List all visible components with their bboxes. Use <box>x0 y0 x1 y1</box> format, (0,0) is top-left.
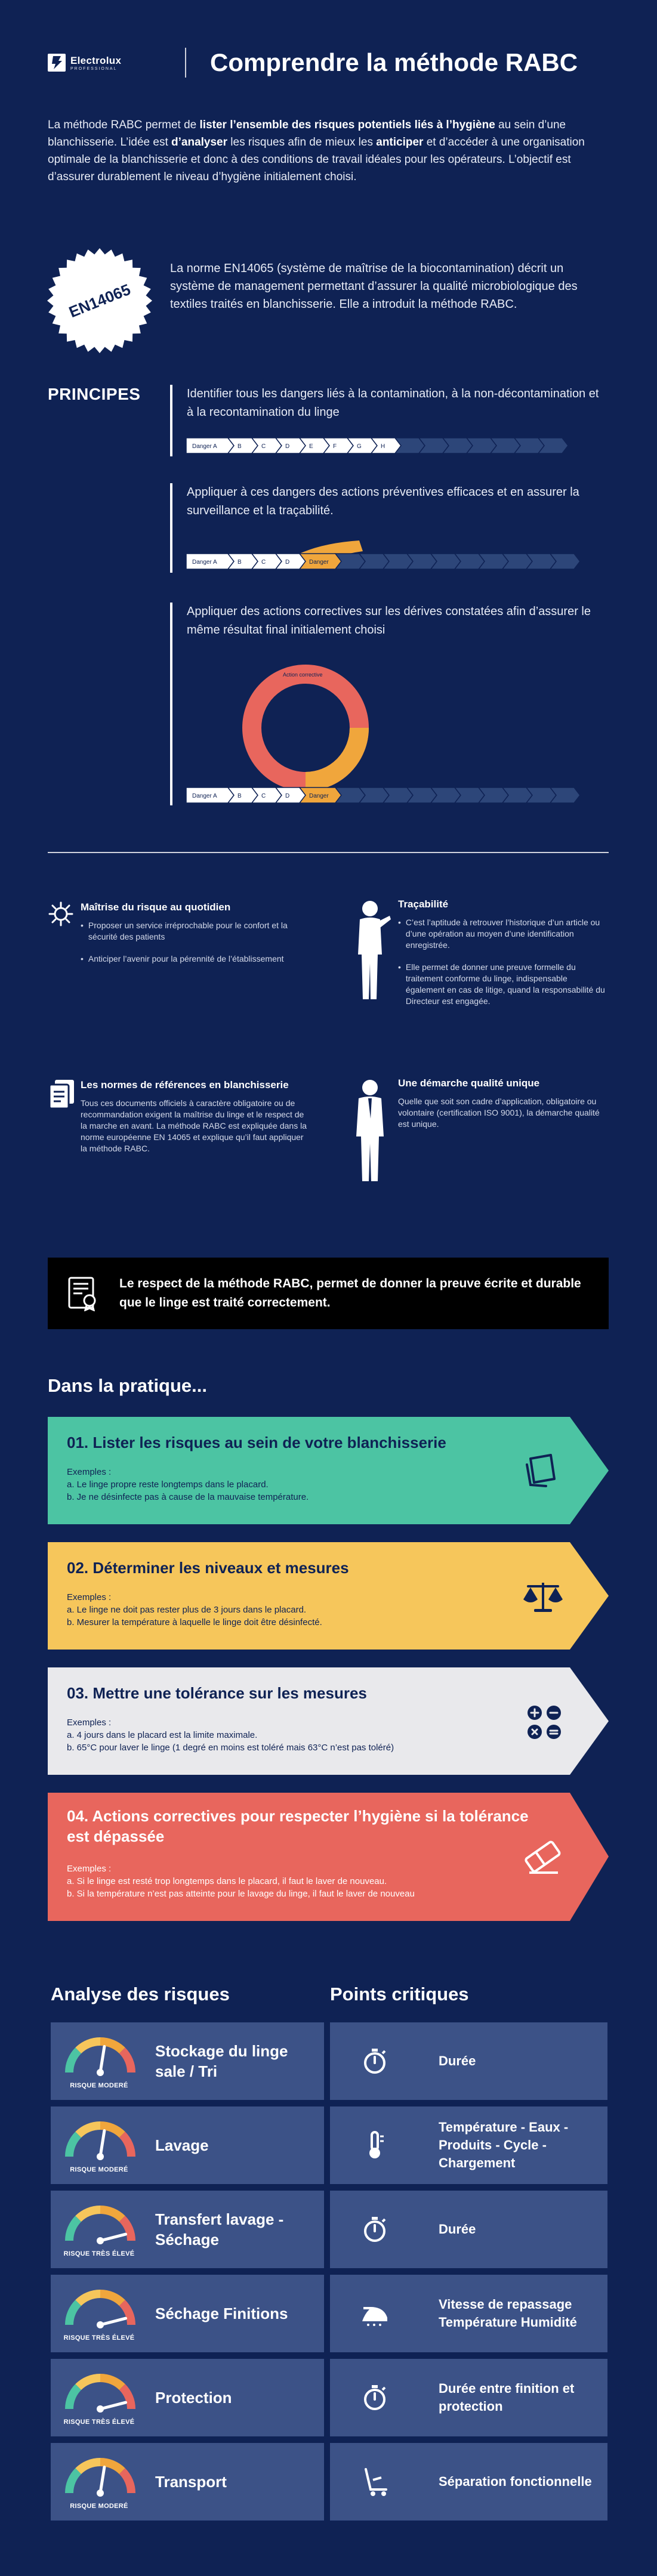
risk-level-label: RISQUE MODERÉ <box>70 2166 128 2173</box>
risk-cell <box>51 2359 324 2436</box>
arrow-segment-label: Danger A <box>192 443 217 450</box>
principle-bar <box>170 385 172 456</box>
feature-title: Les normes de références en blanchisserie <box>81 1079 289 1091</box>
arrow-segment-label: Danger <box>309 793 329 799</box>
intro-text: et d’accéder à une organisation optimale de la blanchisserie et donc à des conditions de travail idéales pour les opérateurs. L’objectif est d’assurer durablement le niveau d’hygiène initialement choisi. <box>48 136 585 183</box>
header-divider <box>185 48 186 78</box>
risk-cell <box>51 2443 324 2521</box>
step-title: 03. Mettre une tolérance sur les mesures <box>67 1684 367 1702</box>
en14065-seal <box>47 248 153 354</box>
checklist-icon <box>522 1453 559 1490</box>
arrow-segment-label: Danger A <box>192 793 217 799</box>
critical-point-text: Température - Eaux - Produits - Cycle - Chargement <box>439 2120 569 2170</box>
arrow-row-group <box>186 787 580 803</box>
risk-step-name: Lavage <box>155 2136 209 2154</box>
risk-cell <box>51 2022 324 2100</box>
feature-title: Traçabilité <box>398 898 449 910</box>
gauge-segment <box>69 2219 78 2241</box>
critical-point-text: Durée <box>439 2222 476 2237</box>
principle-bar <box>170 603 172 805</box>
gauge-needle <box>100 2318 126 2325</box>
principle-text: Appliquer à ces dangers des actions préventives efficaces et en assurer la surveillance et la traçabilité. <box>187 486 579 517</box>
critical-point-cell <box>330 2443 607 2521</box>
iron-icon <box>360 2299 390 2328</box>
arrow-segment-label: H <box>381 443 385 450</box>
norme-description: La norme EN14065 (système de maîtrise de la biocontamination) décrit un système de management permettant d’assurer la qualité microbiologique des textiles traités en blanchisserie. Elle a introduit la méthode RABC. <box>170 262 578 311</box>
critical-point-text: Séparation fonctionnelle <box>439 2474 592 2489</box>
critical-points-title: Points critiques <box>330 1984 469 2004</box>
step-example-a: a. Si le linge est resté trop longtemps dans le placard, il faut le laver de nouveau. <box>67 1876 387 1886</box>
risk-gauge-icon <box>61 2366 139 2414</box>
stopwatch-icon <box>360 2214 390 2244</box>
eraser-icon <box>522 1839 564 1875</box>
intro-paragraph <box>48 116 609 186</box>
step-example-a: a. 4 jours dans le placard est la limite maximale. <box>67 1730 258 1740</box>
thermometer-icon <box>360 2130 390 2160</box>
risk-row <box>51 2106 607 2184</box>
arrow-row-group <box>186 554 580 569</box>
step-02 <box>48 1542 609 1650</box>
arrow-segment-label: D <box>285 793 290 799</box>
callout-text: Le respect de la méthode RABC, permet de donner la preuve écrite et durable que le linge est traité correctement. <box>119 1277 581 1309</box>
gauge-hub <box>97 2069 104 2076</box>
critical-point-cell <box>330 2106 607 2184</box>
risk-level-label: RISQUE MODERÉ <box>70 2503 128 2510</box>
risk-row <box>51 2443 607 2521</box>
risk-level-label: RISQUE TRÈS ÉLEVÉ <box>63 2250 135 2257</box>
seal-label: EN14065 <box>66 280 133 321</box>
feature-item-text: Proposer un service irréprochable pour le confort et la sécurité des patients <box>88 921 288 941</box>
risk-analysis-title: Analyse des risques <box>51 1984 230 2004</box>
step-example-b: b. Je ne désinfecte pas à cause de la mauvaise température. <box>67 1492 309 1502</box>
risk-gauge-icon <box>61 2450 139 2498</box>
risk-step-name: Séchage Finitions <box>155 2305 288 2322</box>
principle-text: Appliquer des actions correctives sur les dérives constatées afin d’assurer le même résultat final initialement choisi <box>187 605 591 637</box>
step-examples <box>67 1591 496 1629</box>
callout-banner <box>48 1258 609 1329</box>
principle-bar <box>170 483 172 573</box>
risk-level-label: RISQUE TRÈS ÉLEVÉ <box>63 2334 135 2342</box>
step-title: 01. Lister les risques au sein de votre blanchisserie <box>67 1434 446 1451</box>
gauge-segment <box>78 2462 100 2471</box>
step-example-b: b. Si la température n’est pas atteinte pour le lavage du linge, il faut le laver de nouveau <box>67 1889 415 1899</box>
prevention-arrow-row <box>186 537 625 573</box>
step-04 <box>48 1793 609 1921</box>
step-title: 04. Actions correctives pour respecter l’hygiène si la tolérance est dépassée <box>67 1807 529 1845</box>
gauge-segment <box>122 2219 131 2241</box>
certificate-document-icon <box>66 1275 101 1311</box>
scales-icon <box>522 1580 564 1614</box>
arrow-segment-label: E <box>309 443 313 450</box>
feature-title: Maîtrise du risque au quotidien <box>81 901 231 913</box>
step-examples-label: Exemples : <box>67 1592 112 1602</box>
virus-icon <box>48 901 74 927</box>
gauge-segment <box>69 2135 78 2157</box>
logo-brand: Electrolux <box>70 54 122 66</box>
math-operators-icon <box>525 1703 563 1741</box>
critical-point-text: Durée <box>439 2053 476 2068</box>
risk-gauge-icon <box>61 2282 139 2330</box>
gauge-segment <box>69 2050 78 2072</box>
principle-text: Identifier tous les dangers liés à la contamination, à la non-décontamination et à la recontamination du linge <box>187 387 599 419</box>
step-example-b: b. 65°C pour laver le linge (1 degré en moins est toléré mais 63°C n’est pas toléré) <box>67 1743 394 1753</box>
arrow-segment-label: G <box>357 443 362 450</box>
documents-icon <box>48 1079 76 1110</box>
step-example-a: a. Le linge ne doit pas rester plus de 3 jours dans le placard. <box>67 1605 307 1615</box>
step-03 <box>48 1667 609 1775</box>
critical-point-text: Durée entre finition et protection <box>439 2381 575 2414</box>
arrow-segment-label: B <box>237 443 242 450</box>
gauge-hub <box>97 2321 104 2328</box>
arrow-segment-label: D <box>285 443 290 450</box>
feature-text: Quelle que soit son cadre d’application, obligatoire ou volontaire (certification ISO 9001), la démarche qualité est unique. <box>398 1097 600 1129</box>
risk-gauge-icon <box>61 2198 139 2245</box>
gauge-hub <box>97 2237 104 2244</box>
step-examples-label: Exemples : <box>67 1864 112 1874</box>
gauge-segment <box>69 2303 78 2325</box>
critical-point-cell <box>330 2275 607 2352</box>
risk-row <box>51 2191 607 2268</box>
intro-bold: anticiper <box>376 136 424 149</box>
gauge-needle <box>100 2234 126 2241</box>
risk-step-name: Transfert lavage - Séchage <box>155 2210 284 2248</box>
loop-label: Action corrective <box>283 672 323 678</box>
feature-item-text: Anticiper l’avenir pour la pérennité de l’établissement <box>88 954 284 963</box>
feature-item: • C’est l’aptitude à retrouver l’historique d’un article ou d’une opération au moyen d’une identification enregistrée. <box>398 917 607 951</box>
risk-step-name: Protection <box>155 2389 232 2407</box>
risk-cell <box>51 2275 324 2352</box>
gauge-needle <box>100 2402 126 2409</box>
arrow-row-group <box>186 438 568 453</box>
gauge-hub <box>97 2405 104 2413</box>
step-example-b: b. Mesurer la température à laquelle le linge doit être désinfecté. <box>67 1617 322 1627</box>
corrective-loop-diagram <box>186 653 625 808</box>
gauge-segment <box>100 2378 122 2387</box>
gauge-needle <box>100 2467 104 2494</box>
danger-arrow-row <box>186 438 625 453</box>
gauge-segment <box>122 2387 131 2409</box>
step-title: 02. Déterminer les niveaux et mesures <box>67 1559 349 1577</box>
risk-gauge-icon <box>61 2114 139 2161</box>
feature-text: Tous ces documents officiels à caractère obligatoire ou de recommandation exigent la maîtrise du linge et le respect de la marche en avant. La méthode RABC est expliquée dans la norme européenne EN 14065 et explique qu’il faut appliquer la méthode RABC. <box>81 1098 307 1153</box>
risk-gauge-icon <box>61 2030 139 2077</box>
gauge-segment <box>100 2294 122 2303</box>
principes-title: PRINCIPES <box>48 385 141 403</box>
pratique-title: Dans la pratique... <box>48 1375 208 1396</box>
step-examples <box>67 1862 496 1900</box>
arrow-segment-label: F <box>333 443 337 450</box>
feature-title: Une démarche qualité unique <box>398 1077 540 1089</box>
step-examples-label: Exemples : <box>67 1467 112 1477</box>
critical-point-cell <box>330 2359 607 2436</box>
critical-point-cell <box>330 2191 607 2268</box>
step-example-a: a. Le linge propre reste longtemps dans le placard. <box>67 1479 269 1490</box>
corrective-loop-segment <box>306 728 359 782</box>
gauge-segment <box>69 2387 78 2409</box>
gauge-segment <box>78 2210 100 2219</box>
feature-item: • Elle permet de donner une preuve formelle du traitement conforme du linge, indispensable également en cas de litige, quand la responsabilité du Directeur est engagée. <box>398 962 607 1007</box>
gauge-segment <box>69 2471 78 2493</box>
business-person-silhouette-icon <box>349 1077 391 1184</box>
gauge-needle <box>100 2131 104 2157</box>
step-01 <box>48 1417 609 1524</box>
arrow-segment-label: B <box>237 559 242 566</box>
risk-row <box>51 2022 607 2100</box>
intro-text: au sein d’une blanchisserie. L’idée est <box>48 119 566 149</box>
gauge-needle <box>100 2047 104 2073</box>
electrolux-logo-mark-icon <box>48 54 66 72</box>
intro-text: La méthode RABC permet de <box>48 119 200 131</box>
risk-step-name: Transport <box>155 2473 227 2491</box>
gauge-hub <box>97 2489 104 2497</box>
arrow-segment-label: C <box>261 793 266 799</box>
page-title: Comprendre la méthode RABC <box>210 48 578 76</box>
gauge-segment <box>100 2210 122 2219</box>
stopwatch-icon <box>360 2383 390 2413</box>
risk-level-label: RISQUE TRÈS ÉLEVÉ <box>63 2419 135 2426</box>
arrow-segment-label: D <box>285 559 290 566</box>
gauge-segment <box>122 2050 131 2072</box>
laundry-trolley-icon <box>360 2467 390 2497</box>
feature-item-text: Elle permet de donner une preuve formelle du traitement conforme du linge, indispensable également en cas de litige, quand la responsabilité du Directeur est engagée. <box>405 962 605 1006</box>
risk-cell <box>51 2106 324 2184</box>
step-examples <box>67 1466 496 1503</box>
risk-row <box>51 2359 607 2436</box>
intro-bold: lister l’ensemble des risques potentiels liés à l’hygiène <box>199 119 495 131</box>
arrow-segment-label: B <box>237 793 242 799</box>
risk-level-label: RISQUE MODERÉ <box>70 2082 128 2089</box>
electrolux-logo <box>48 54 167 72</box>
critical-point-cell <box>330 2022 607 2100</box>
gauge-segment <box>122 2471 131 2493</box>
gauge-segment <box>78 2126 100 2135</box>
arrow-segment-label: Danger A <box>192 559 217 566</box>
logo-subtitle: PROFESSIONAL <box>70 66 118 71</box>
step-examples-label: Exemples : <box>67 1718 112 1728</box>
feature-item-text: C’est l’aptitude à retrouver l’historique d’un article ou d’une opération au moyen d’une identification enregistrée. <box>405 918 600 950</box>
step-examples <box>67 1716 496 1754</box>
header <box>48 42 609 84</box>
arrow-segment-label: C <box>261 559 266 566</box>
gauge-segment <box>78 2294 100 2303</box>
intro-text: les risques afin de mieux les <box>227 136 377 149</box>
gauge-segment <box>78 2378 100 2387</box>
arrow-segment-label: Danger <box>309 559 329 566</box>
risk-row <box>51 2275 607 2352</box>
gauge-segment <box>78 2041 100 2050</box>
critical-point-text: Vitesse de repassage Température Humidité <box>439 2297 577 2330</box>
feature-item: • Proposer un service irréprochable pour le confort et la sécurité des patients <box>81 920 307 943</box>
feature-item: • Anticiper l’avenir pour la pérennité de l’établissement <box>81 954 284 963</box>
intro-bold: d’analyser <box>171 136 228 149</box>
arrow-segment-label: C <box>261 443 266 450</box>
risk-cell <box>51 2191 324 2268</box>
risk-step-name: Stockage du linge sale / Tri <box>155 2042 288 2080</box>
gauge-hub <box>97 2153 104 2160</box>
gauge-segment <box>122 2303 131 2325</box>
stopwatch-icon <box>360 2046 390 2076</box>
section-divider <box>48 852 609 853</box>
gauge-segment <box>122 2135 131 2157</box>
person-pointing-silhouette-icon <box>349 898 391 1002</box>
